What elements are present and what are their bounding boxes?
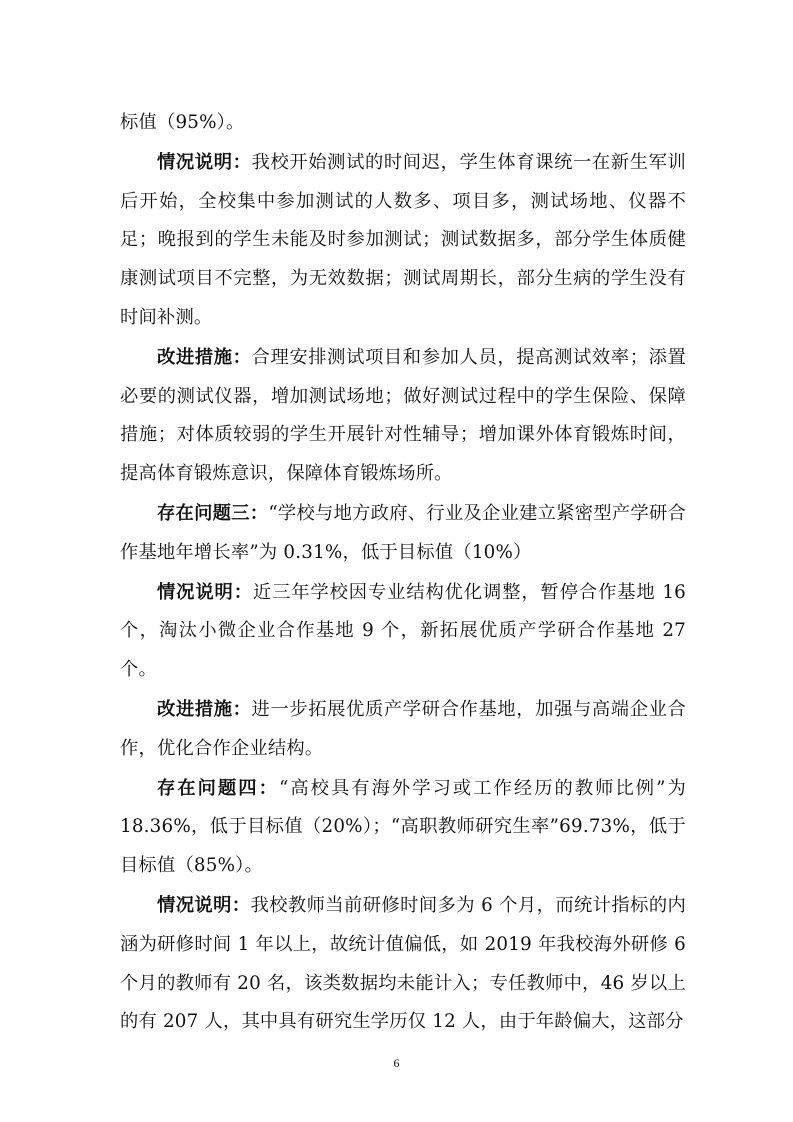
paragraph-lead: 改进措施： — [157, 698, 252, 720]
paragraph-situation-1 — [120, 144, 686, 338]
paragraph-text: 进一步拓展优质产学研合作基地，加强与高端企业合作，优化合作企业结构。 — [120, 698, 686, 759]
paragraph-text: 我校教师当前研修时间多为 6 个月，而统计指标的内涵为研修时间 1 年以上，故统计值偏低，如 2019 年我校海外研修 6 个月的教师有 20 名，该类数据均未能计入；专任教师中，46 岁以上的有 207 人，其中具有研究生学历仅 12 人，由于年龄偏大，这部分 — [120, 894, 686, 1033]
paragraph-text: 标值（95%）。 — [120, 112, 245, 133]
paragraph-measures-2 — [120, 691, 686, 769]
paragraph-text: 我校开始测试的时间迟，学生体育课统一在新生军训后开始，全校集中参加测试的人数多、项目多，测试场地、仪器不足；晚报到的学生未能及时参加测试；测试数据多，部分学生体质健康测试项目不完整，为无效数据；测试周期长，部分生病的学生没有时间补测。 — [120, 151, 686, 328]
paragraph-lead: 存在问题四： — [157, 777, 279, 799]
document-body — [120, 104, 686, 1043]
paragraph-text: 合理安排测试项目和参加人员，提高测试效率；添置必要的测试仪器，增加测试场地；做好测试过程中的学生保险、保障措施；对体质较弱的学生开展针对性辅导；增加课外体育锻炼时间，提高体育锻炼意识，保障体育锻炼场所。 — [120, 346, 686, 485]
paragraph-situation-3 — [120, 887, 686, 1042]
paragraph-continuation — [120, 104, 686, 143]
paragraph-lead: 情况说明： — [157, 894, 251, 916]
page-number: 6 — [393, 1056, 400, 1070]
paragraph-problem-3 — [120, 495, 686, 573]
paragraph-text: 近三年学校因专业结构优化调整，暂停合作基地 16 个，淘汰小微企业合作基地 9 个，新拓展优质产学研合作基地 27 个。 — [120, 581, 686, 681]
paragraph-lead: 情况说明： — [157, 151, 252, 173]
paragraph-lead: 情况说明： — [157, 581, 253, 603]
paragraph-situation-2 — [120, 574, 686, 690]
paragraph-measures-1 — [120, 339, 686, 494]
paragraph-text: “高校具有海外学习或工作经历的教师比例”为 18.36%，低于目标值（20%）；“高职教师研究生率”69.73%，低于目标值（85%）。 — [120, 777, 686, 877]
paragraph-problem-4 — [120, 770, 686, 886]
paragraph-lead: 存在问题三： — [157, 502, 269, 524]
paragraph-text: “学校与地方政府、行业及企业建立紧密型产学研合作基地年增长率”为 0.31%，低于目标值（10%） — [120, 502, 686, 563]
paragraph-lead: 改进措施： — [157, 346, 252, 368]
